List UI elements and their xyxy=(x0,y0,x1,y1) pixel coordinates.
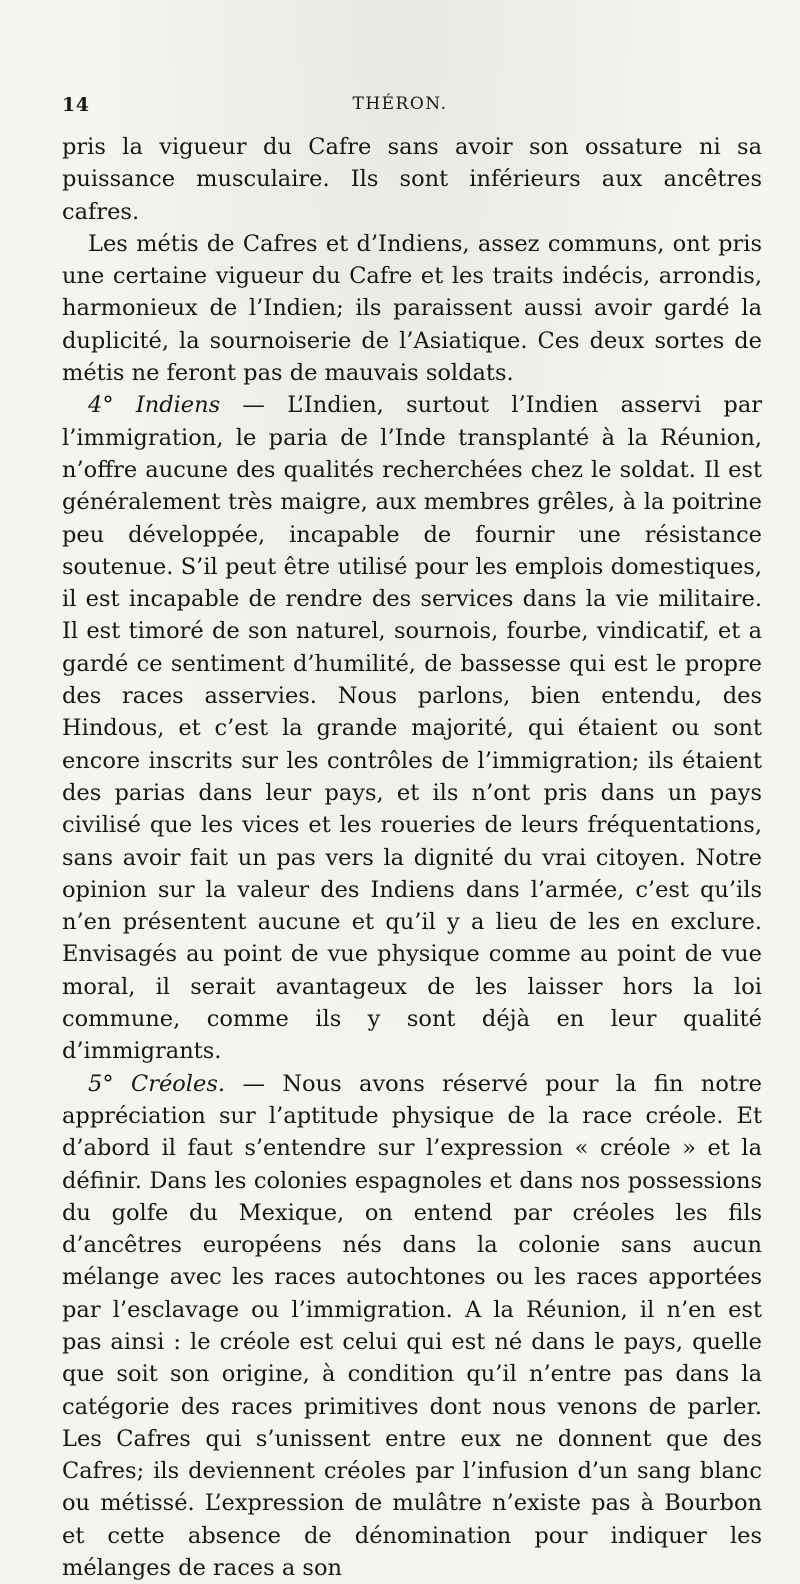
page-header xyxy=(62,94,738,124)
paragraph-text: — L’Indien, surtout l’Indien asservi par l’immigration, le paria de l’Inde transplanté à la Réunion, n’offre aucune des qualités recherchées chez le soldat. Il est généralement très maigre, aux membres grêles, à la poitrine peu développée, incapable de fournir une résistance soutenue. S’il peut être utilisé pour les emplois domestiques, il est incapable de rendre des services dans la vie militaire. Il est timoré de son naturel, sournois, fourbe, vindicatif, et a gardé ce sentiment d’humilité, de bassesse qui est le propre des races asservies. Nous parlons, bien entendu, des Hindous, et c’est la grande majorité, qui étaient ou sont encore inscrits sur les contrôles de l’immigration; ils étaient des parias dans leur pays, et ils n’ont pris dans un pays civilisé que les vices et les roueries de leurs fréquentations, sans avoir fait un pas vers la dignité du vrai citoyen. Notre opinion sur la valeur des Indiens dans l’armée, c’est qu’ils n’en présentent aucune et qu’il y a lieu de les en exclure. Envisagés au point de vue physique comme au point de vue moral, il serait avantageux de les laisser hors la loi commune, comme ils y sont déjà en leur qualité d’immigrants. xyxy=(62,392,762,1065)
paragraph-indiens xyxy=(62,389,762,1067)
paragraph-text: — Nous avons réservé pour la fin notre appréciation sur l’aptitude physique de la race créole. Et d’abord il faut s’entendre sur l’expression « créole » et la définir. Dans les colonies espagnoles et dans nos possessions du golfe du Mexique, on entend par créoles les fils d’ancêtres européens nés dans la colonie sans aucun mélange avec les races autochtones ou les races apportées par l’esclavage ou l’immigration. A la Réunion, il n’en est pas ainsi : le créole est celui qui est né dans le pays, quelle que soit son origine, à condition qu’il n’entre pas dans la catégorie des races primitives dont nous venons de parler. Les Cafres qui s’unissent entre eux ne donnent que des Cafres; ils deviennent créoles par l’infusion d’un sang blanc ou métissé. L’expression de mulâtre n’existe pas à Bourbon et cette absence de dénomination pour indiquer les mélanges de races a son xyxy=(62,1070,762,1582)
paragraph-continuation xyxy=(62,131,762,228)
paragraph-creoles xyxy=(62,1068,762,1584)
section-lead-creoles: 5° Créoles. xyxy=(88,1070,226,1097)
running-title: THÉRON. xyxy=(352,94,448,114)
paragraph-text: pris la vigueur du Cafre sans avoir son ossature ni sa puissance musculaire. Ils sont inférieurs aux ancêtres cafres. xyxy=(62,134,762,225)
page-number: 14 xyxy=(62,94,90,116)
body-text xyxy=(62,131,762,1584)
paragraph-text: Les métis de Cafres et d’Indiens, assez communs, ont pris une certaine vigueur du Cafre et les traits indécis, arrondis, harmonieux de l’Indien; ils paraissent aussi avoir gardé la duplicité, la sournoiserie de l’Asiatique. Ces deux sortes de métis ne feront pas de mauvais soldats. xyxy=(62,230,762,387)
section-lead-indiens: 4° Indiens xyxy=(88,392,221,419)
paragraph-metis xyxy=(62,228,762,389)
